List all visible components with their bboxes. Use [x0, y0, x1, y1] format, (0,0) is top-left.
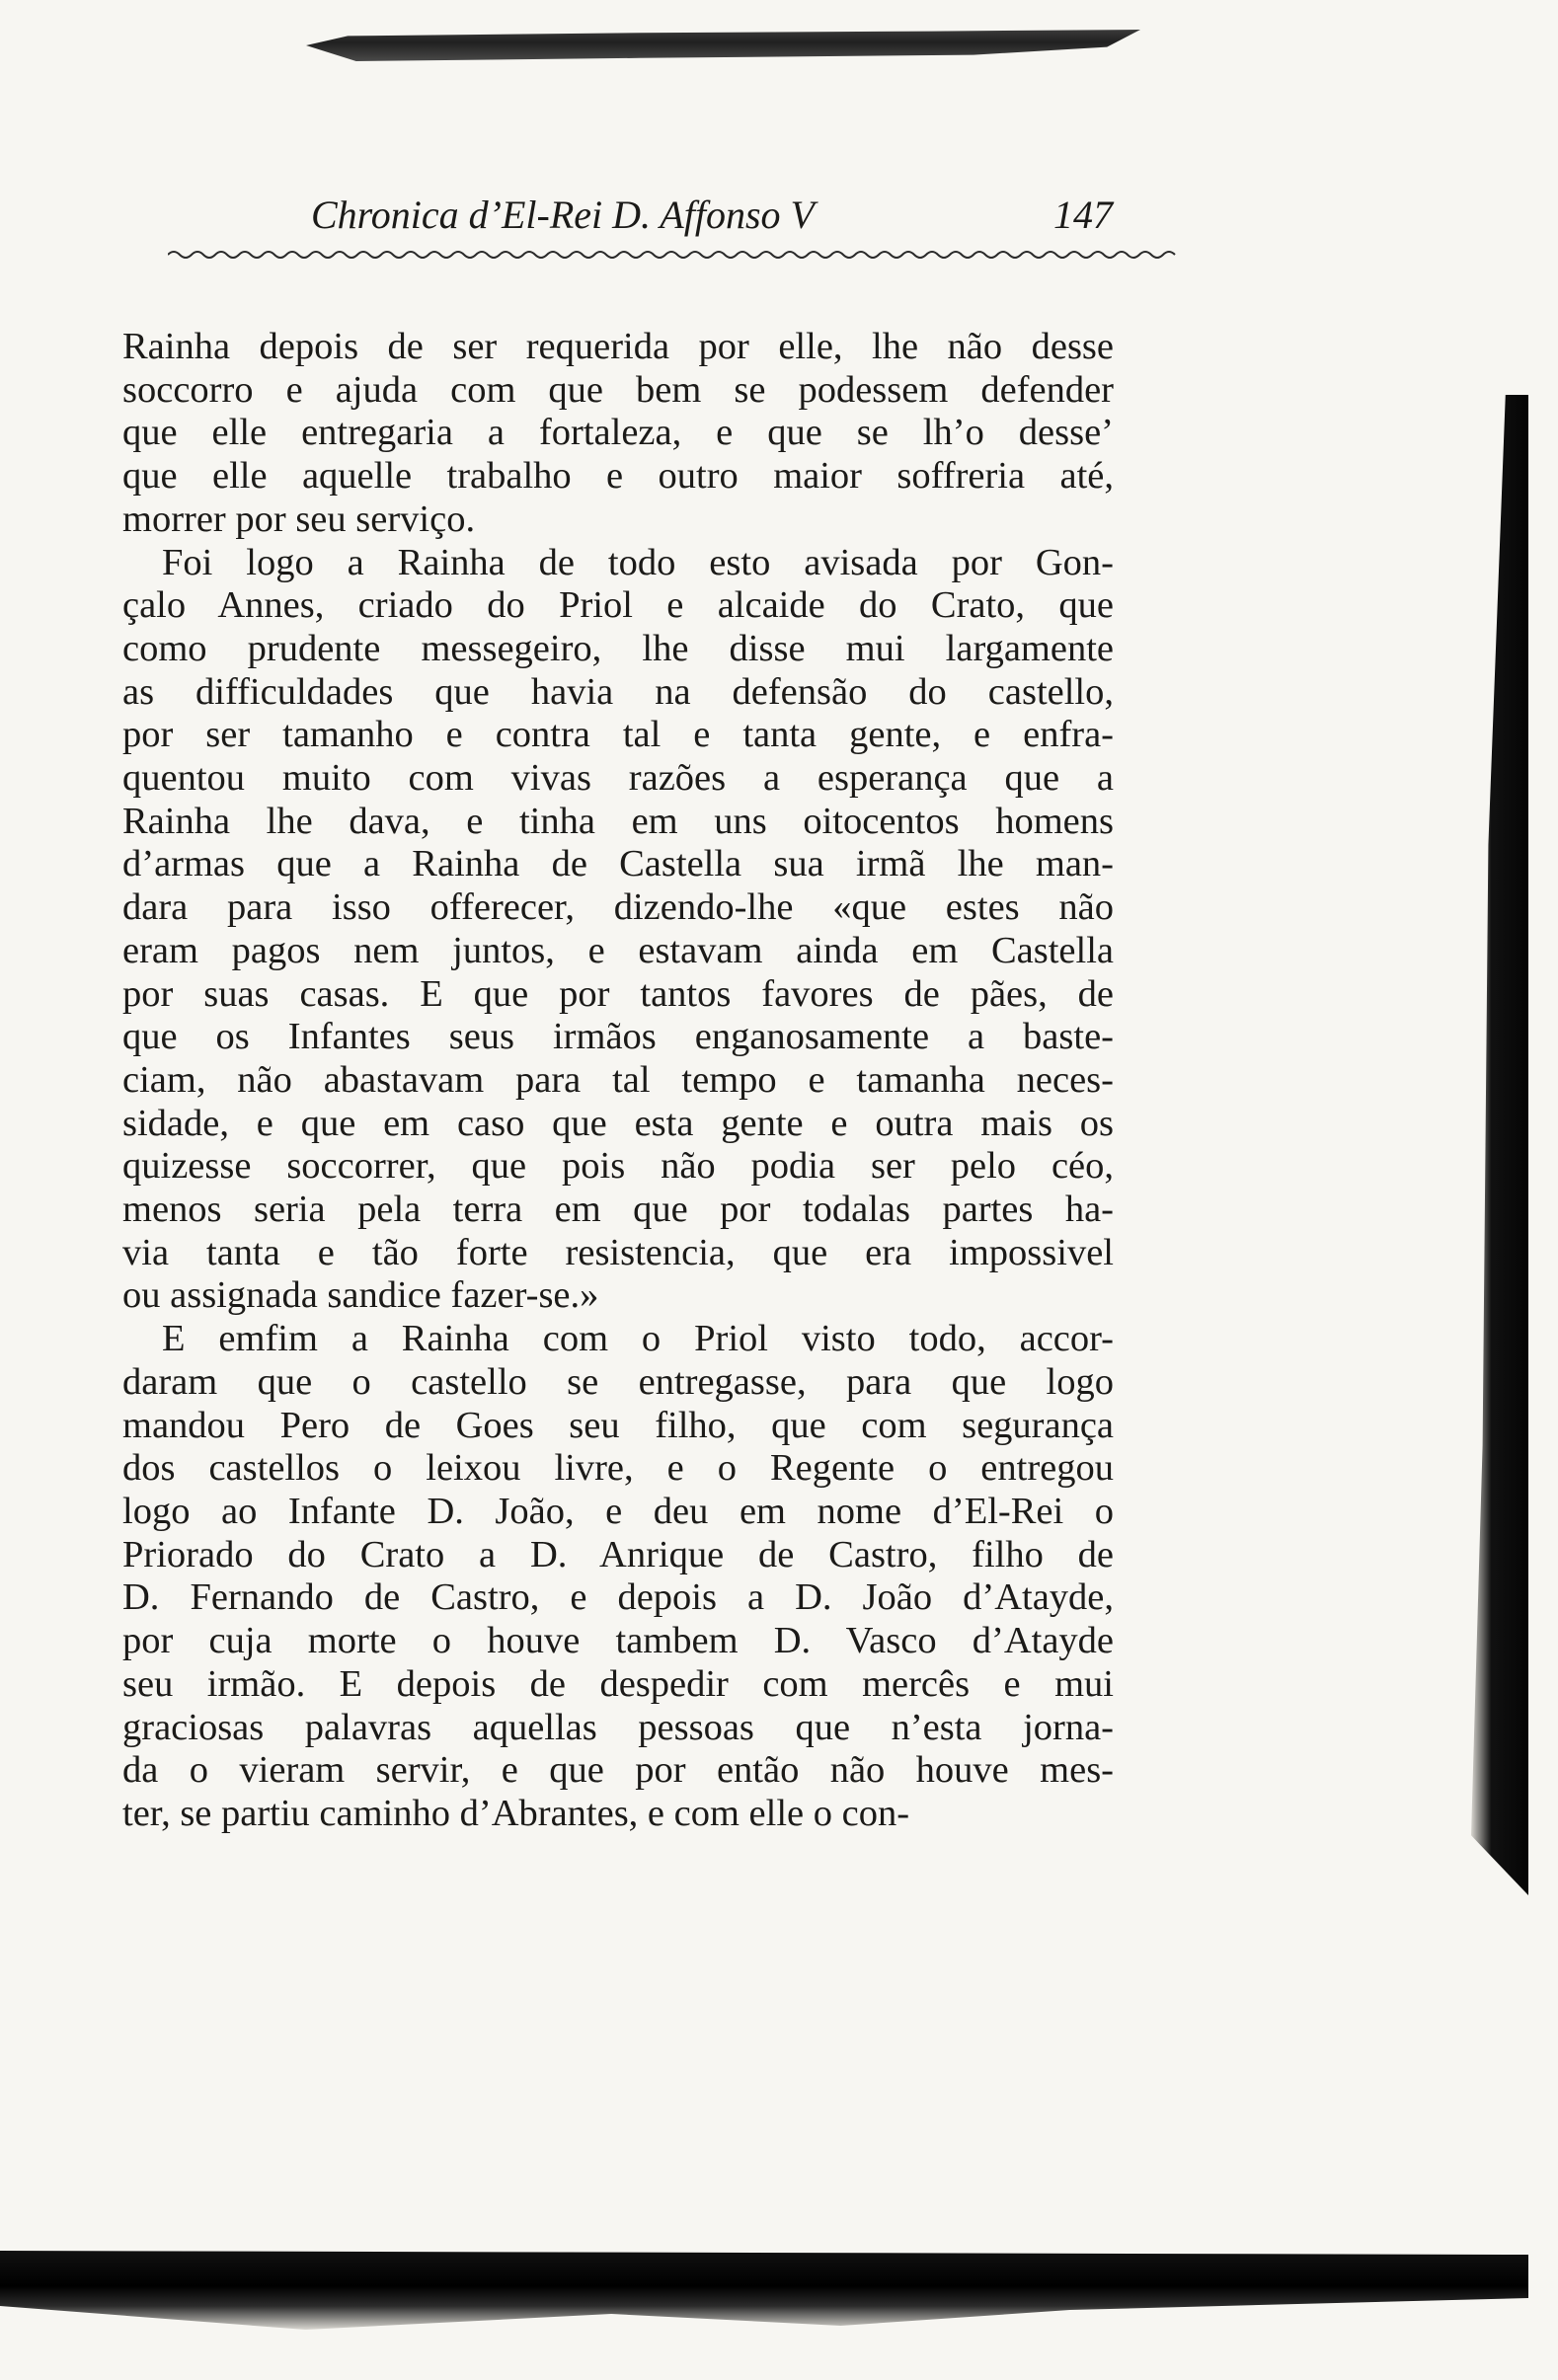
- text-line: eram pagos nem juntos, e estavam ainda em Castella: [122, 929, 1114, 971]
- paragraph: [122, 542, 1114, 1319]
- text-line: quentou muito com vivas razões a esperança que a: [122, 757, 1114, 800]
- text-line: logo ao Infante D. João, e deu em nome d’El-Rei o: [122, 1490, 1114, 1532]
- text-line: Foi logo a Rainha de todo esto avisada por Gon-: [162, 541, 1114, 583]
- text-line: menos seria pela terra em que por todalas partes ha-: [122, 1189, 1114, 1231]
- text-line: que elle aquelle trabalho e outro maior soffreria até,: [122, 455, 1114, 498]
- text-line: sidade, e que em caso que esta gente e outra mais os: [122, 1102, 1114, 1144]
- scan-shadow-top: [306, 30, 1140, 61]
- text-line: da o vieram servir, e que por então não houve mes-: [122, 1749, 1114, 1792]
- body-text: [122, 326, 1114, 1836]
- text-line: soccorro e ajuda com que bem se podessem defender: [122, 368, 1114, 411]
- text-line: que os Infantes seus irmãos enganosamente a baste-: [122, 1016, 1114, 1058]
- text-line: que elle entregaria a fortaleza, e que se lh’o desse’: [122, 412, 1114, 454]
- page-number: 147: [1053, 192, 1113, 237]
- text-line: graciosas palavras aquellas pessoas que n’esta jorna-: [122, 1706, 1114, 1748]
- text-line: dara para isso offerecer, dizendo-lhe «que estes não: [122, 886, 1114, 929]
- text-line: çalo Annes, criado do Priol e alcaide do Crato, que: [122, 584, 1114, 627]
- text-line: Rainha depois de ser requerida por elle, lhe não desse: [122, 326, 1114, 367]
- text-line: as difficuldades que havia na defensão do castello,: [122, 670, 1114, 713]
- text-line: D. Fernando de Castro, e depois a D. João d’Atayde,: [122, 1576, 1114, 1619]
- text-line: E emfim a Rainha com o Priol visto todo, accor-: [162, 1318, 1114, 1360]
- paragraph: [122, 1318, 1114, 1835]
- text-line: morrer por seu serviço.: [122, 498, 476, 540]
- text-line: ou assignada sandice fazer-se.»: [122, 1274, 599, 1317]
- text-line: por cuja morte o houve tambem D. Vasco d’Atayde: [122, 1620, 1114, 1662]
- paragraph: [122, 326, 1114, 542]
- text-line: como prudente messegeiro, lhe disse mui largamente: [122, 627, 1114, 669]
- text-line: Priorado do Crato a D. Anrique de Castro, filho de: [122, 1533, 1114, 1575]
- scan-shadow-bottom: [0, 2251, 1528, 2330]
- text-line: dos castellos o leixou livre, e o Regente o entregou: [122, 1447, 1114, 1490]
- text-line: ter, se partiu caminho d’Abrantes, e com elle o con-: [122, 1792, 910, 1834]
- text-line: quizesse soccorrer, que pois não podia ser pelo céo,: [122, 1145, 1114, 1188]
- text-line: ciam, não abastavam para tal tempo e tamanha neces-: [122, 1058, 1114, 1101]
- wavy-rule-divider: [168, 247, 1180, 263]
- text-line: seu irmão. E depois de despedir com mercês e mui: [122, 1662, 1114, 1705]
- text-line: Rainha lhe dava, e tinha em uns oitocentos homens: [122, 800, 1114, 842]
- text-line: daram que o castello se entregasse, para que logo: [122, 1360, 1114, 1403]
- text-line: por ser tamanho e contra tal e tanta gente, e enfra-: [122, 714, 1114, 756]
- text-line: mandou Pero de Goes seu filho, que com segurança: [122, 1404, 1114, 1446]
- text-line: por suas casas. E que por tantos favores de pães, de: [122, 972, 1114, 1015]
- scan-shadow-right: [1471, 395, 1528, 1895]
- running-head-title: Chronica d’El-Rei D. Affonso V: [311, 192, 815, 237]
- text-line: d’armas que a Rainha de Castella sua irmã lhe man-: [122, 843, 1114, 885]
- running-head: [311, 186, 1113, 245]
- text-line: via tanta e tão forte resistencia, que era impossivel: [122, 1231, 1114, 1273]
